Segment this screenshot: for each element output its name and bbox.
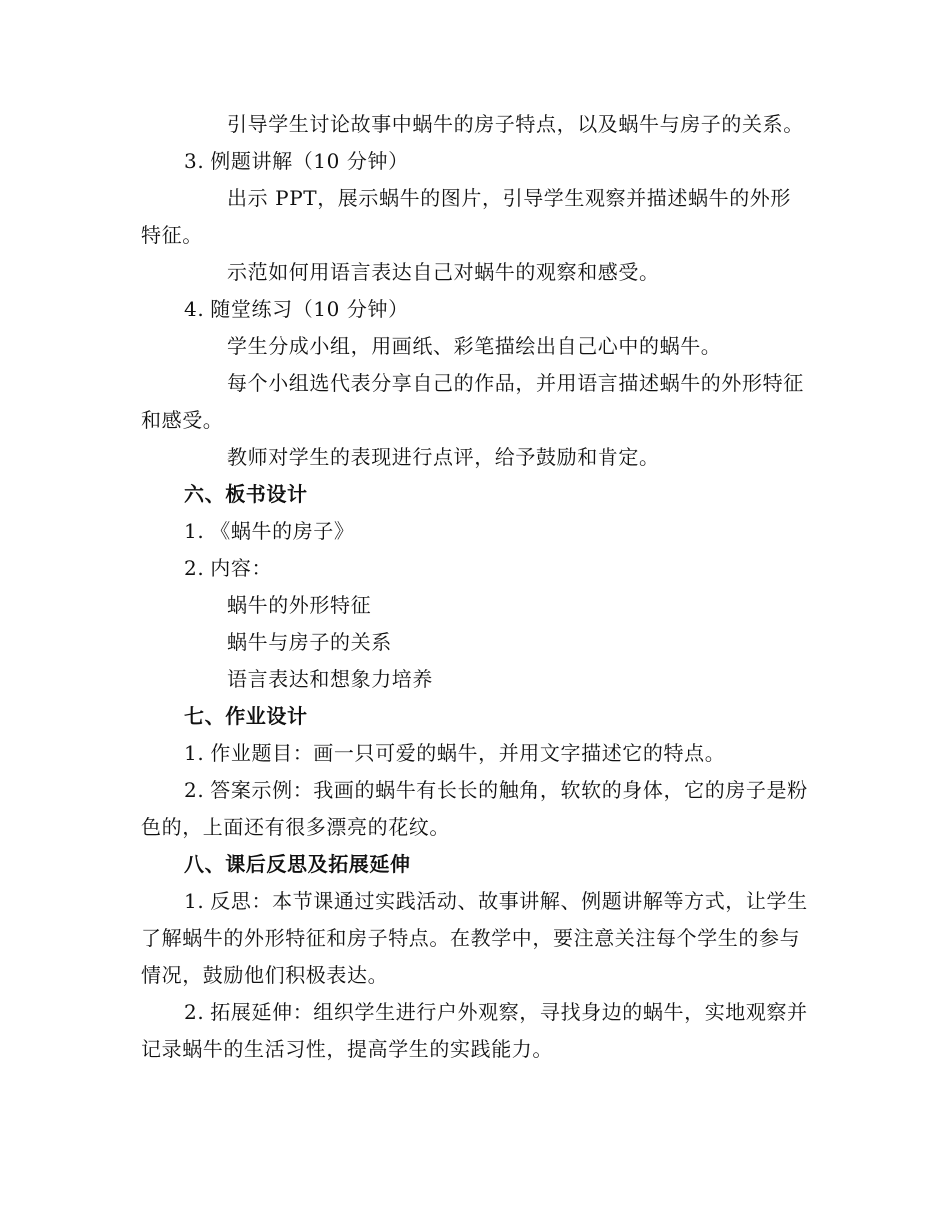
step-3-heading [141,143,811,180]
homework-item-2 [141,772,811,846]
homework-item-1-text: 作业题目：画一只可爱的蜗牛，并用文字描述它的特点。 [210,741,726,765]
step-4-number: 4. [184,297,205,321]
paragraph-teacher-review: 教师对学生的表现进行点评，给予鼓励和肯定。 [227,445,660,469]
step-4-text: 随堂练习（10 分钟） [210,297,409,321]
paragraph-groups: 学生分成小组，用画纸、彩笔描绘出自己心中的蜗牛。 [227,334,722,358]
board-item-1-text: 《蜗牛的房子》 [210,519,355,543]
board-content-line-3: 语言表达和想象力培养 [227,667,433,691]
homework-item-2-number: 2. [184,778,205,802]
board-item-2 [141,550,811,587]
paragraph-share: 每个小组选代表分享自己的作品，并用语言描述蜗牛的外形特征和感受。 [141,371,804,432]
reflection-item-2-number: 2. [184,1000,205,1024]
board-content-line-2: 蜗牛与房子的关系 [227,630,392,654]
step-3-text: 例题讲解（10 分钟） [210,149,409,173]
reflection-item-2-text: 拓展延伸：组织学生进行户外观察，寻找身边的蜗牛，实地观察并记录蜗牛的生活习性，提高学生的实践能力。 [141,1000,808,1061]
homework-item-1 [141,735,811,772]
board-content-line-1: 蜗牛的外形特征 [227,593,372,617]
step-3-number: 3. [184,149,205,173]
board-item-1 [141,513,811,550]
reflection-item-1-number: 1. [184,889,205,913]
homework-item-2-text: 答案示例：我画的蜗牛有长长的触角，软软的身体，它的房子是粉色的，上面还有很多漂亮的花纹。 [141,778,808,839]
section-heading-board-design: 六、板书设计 [184,482,308,506]
board-item-2-text: 内容： [210,556,273,580]
homework-item-1-number: 1. [184,741,205,765]
board-item-1-number: 1. [184,519,205,543]
reflection-item-1 [141,883,811,994]
reflection-item-1-text: 反思：本节课通过实践活动、故事讲解、例题讲解等方式，让学生了解蜗牛的外形特征和房子特点。在教学中，要注意关注每个学生的参与情况，鼓励他们积极表达。 [141,889,808,987]
step-4-heading [141,291,811,328]
section-heading-reflection: 八、课后反思及拓展延伸 [184,852,411,876]
paragraph-story-discussion: 引导学生讨论故事中蜗牛的房子特点，以及蜗牛与房子的关系。 [227,112,804,136]
document-body [141,106,811,1068]
paragraph-ppt: 出示 PPT，展示蜗牛的图片，引导学生观察并描述蜗牛的外形特征。 [141,186,792,247]
section-heading-homework: 七、作业设计 [184,704,308,728]
board-item-2-number: 2. [184,556,205,580]
paragraph-demonstrate: 示范如何用语言表达自己对蜗牛的观察和感受。 [227,260,660,284]
reflection-item-2 [141,994,811,1068]
